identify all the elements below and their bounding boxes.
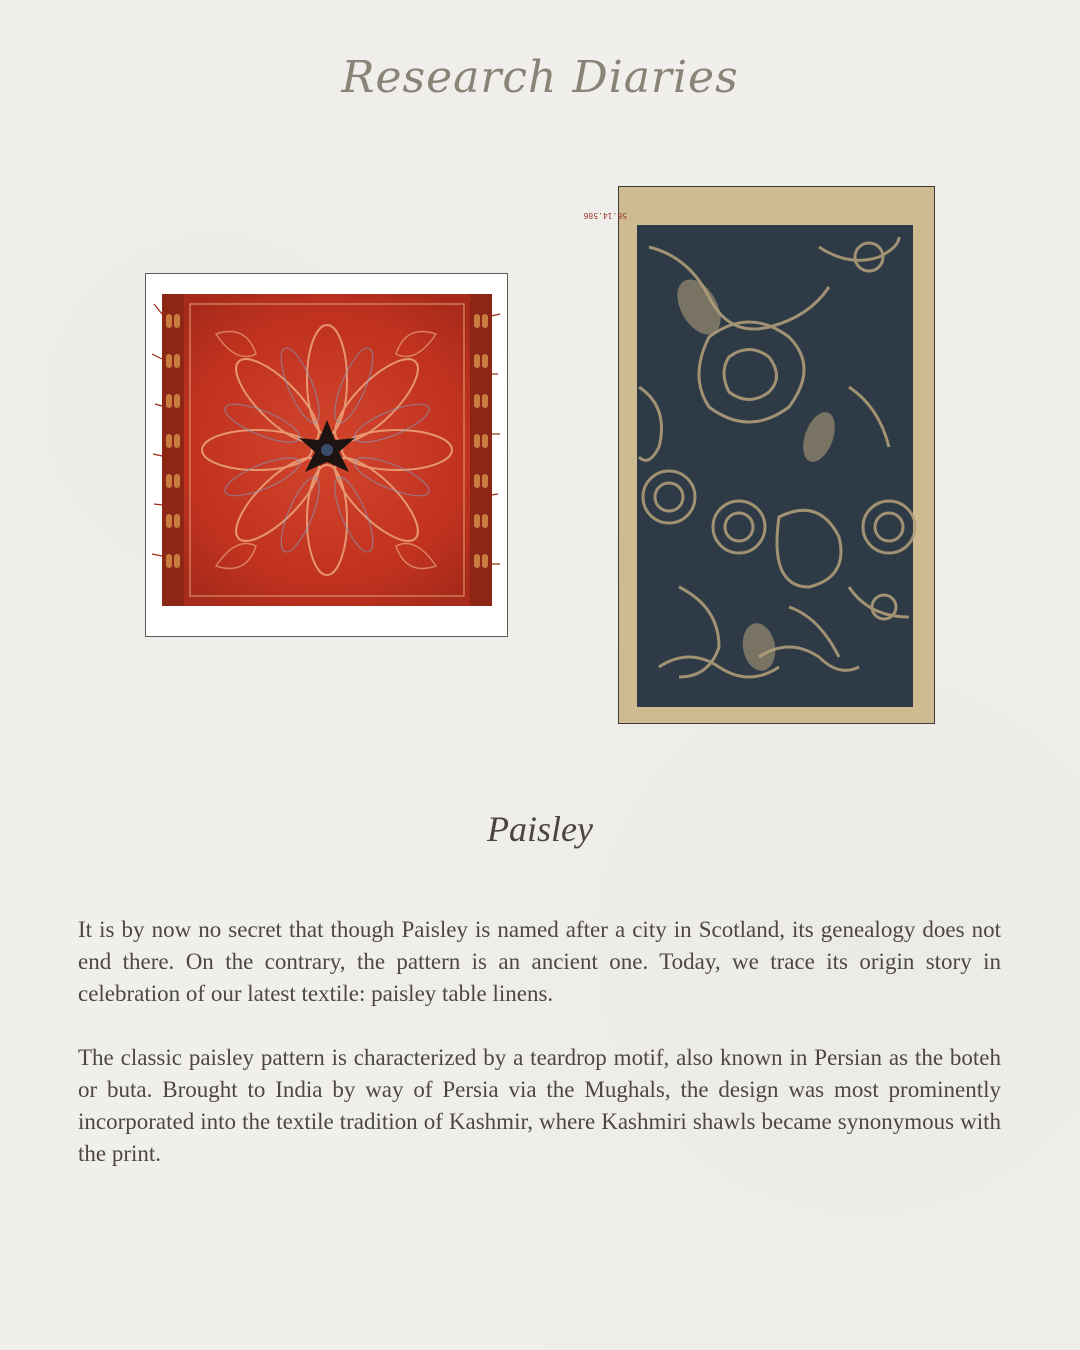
accession-label: 56.14.586 <box>583 211 627 220</box>
shawl-artwork <box>146 274 507 636</box>
shawl-left-border <box>162 294 184 606</box>
article-paragraph-2: The classic paisley pattern is characterized by a teardrop motif, also known in Persian as the boteh or buta. Brought to India by way of Persia via the Mughals, the design was most prominently incorporated into the textile tradition of Kashmir, where Kashmiri shawls became synonymous with the print. <box>78 1045 1001 1166</box>
kashmir-shawl-image <box>145 273 508 637</box>
shawl-right-border <box>470 294 492 606</box>
silk-artwork <box>583 187 934 723</box>
header-title: Research Diaries <box>341 52 739 103</box>
silk-textile-image <box>583 186 935 724</box>
article-title: Paisley <box>487 809 593 849</box>
article-paragraph-1: It is by now no secret that though Paisley is named after a city in Scotland, its genealogy does not end there. On the contrary, the pattern is an ancient one. Today, we trace its origin story in celebration of our latest textile: paisley table linens. <box>78 917 1001 1006</box>
